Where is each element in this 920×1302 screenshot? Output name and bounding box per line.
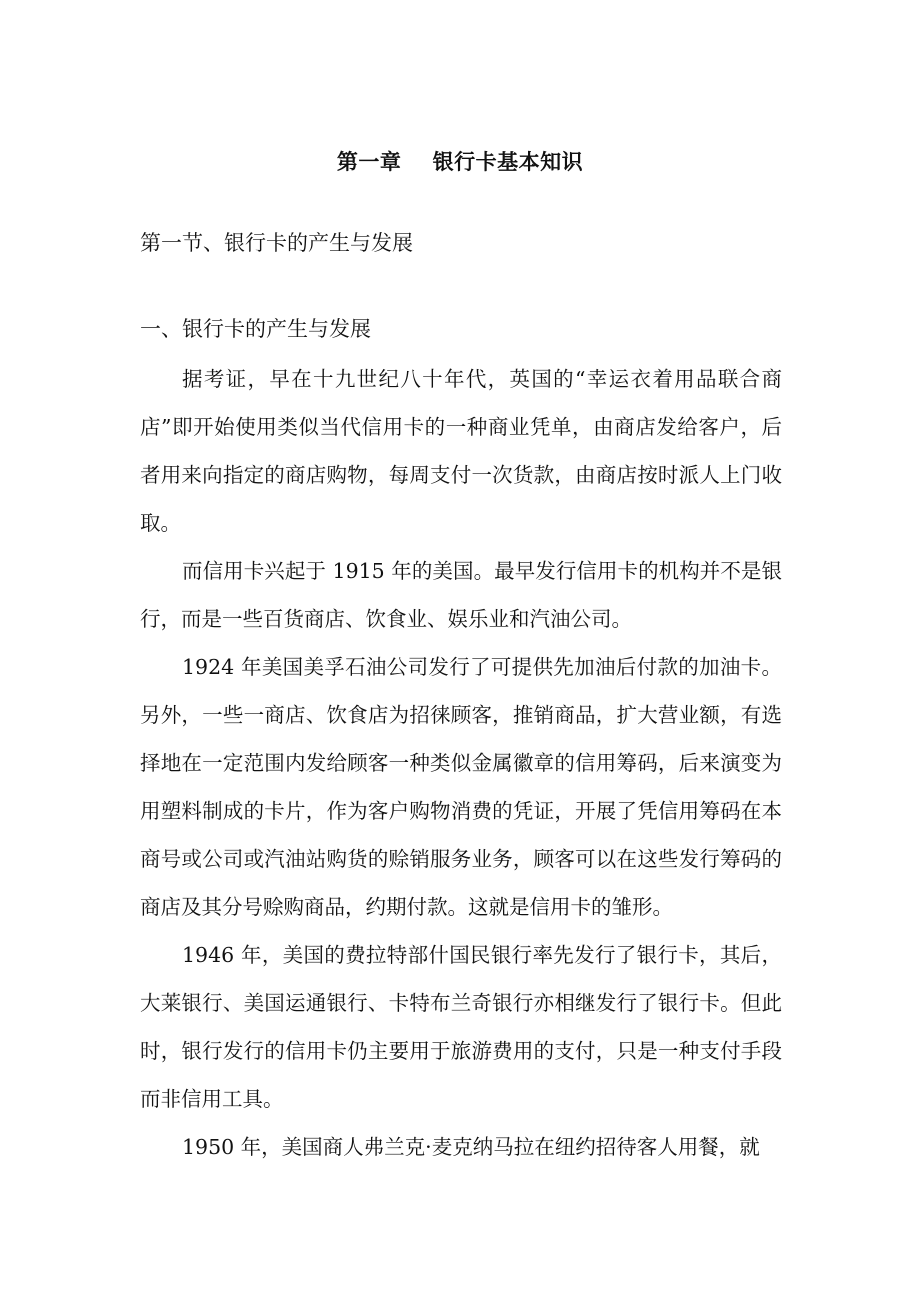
subsection-title: 一、银行卡的产生与发展 bbox=[140, 317, 371, 341]
chapter-title: 第一章 银行卡基本知识 bbox=[336, 149, 584, 174]
paragraph-4: 1946 年，美国的费拉特部什国民银行率先发行了银行卡，其后，大莱银行、美国运通银行、卡特布兰奇银行亦相继发行了银行卡。但此时，银行发行的信用卡仍主要用于旅游费用的支付，只是一种支付手段而非信用工具。 bbox=[140, 943, 782, 1111]
section-title: 第一节、银行卡的产生与发展 bbox=[140, 231, 413, 255]
paragraph-3: 1924 年美国美孚石油公司发行了可提供先加油后付款的加油卡。另外，一些一商店、饮食店为招徕顾客，推销商品，扩大营业额，有选择地在一定范围内发给顾客一种类似金属徽章的信用筹码，后来演变为用塑料制成的卡片，作为客户购物消费的凭证，开展了凭信用筹码在本商号或公司或汽油站购货的赊销服务业务，顾客可以在这些发行筹码的商店及其分号赊购商品，约期付款。这就是信用卡的雏形。 bbox=[140, 655, 782, 919]
paragraph-1: 据考证，早在十九世纪八十年代，英国的“幸运衣着用品联合商店”即开始使用类似当代信用卡的一种商业凭单，由商店发给客户，后者用来向指定的商店购物，每周支付一次货款，由商店按时派人上门收取。 bbox=[140, 367, 782, 535]
body-text bbox=[140, 355, 782, 1171]
paragraph-5: 1950 年，美国商人弗兰克·麦克纳马拉在纽约招待客人用餐，就 bbox=[182, 1135, 760, 1159]
paragraph-2: 而信用卡兴起于 1915 年的美国。最早发行信用卡的机构并不是银行，而是一些百货商店、饮食业、娱乐业和汽油公司。 bbox=[140, 559, 782, 631]
